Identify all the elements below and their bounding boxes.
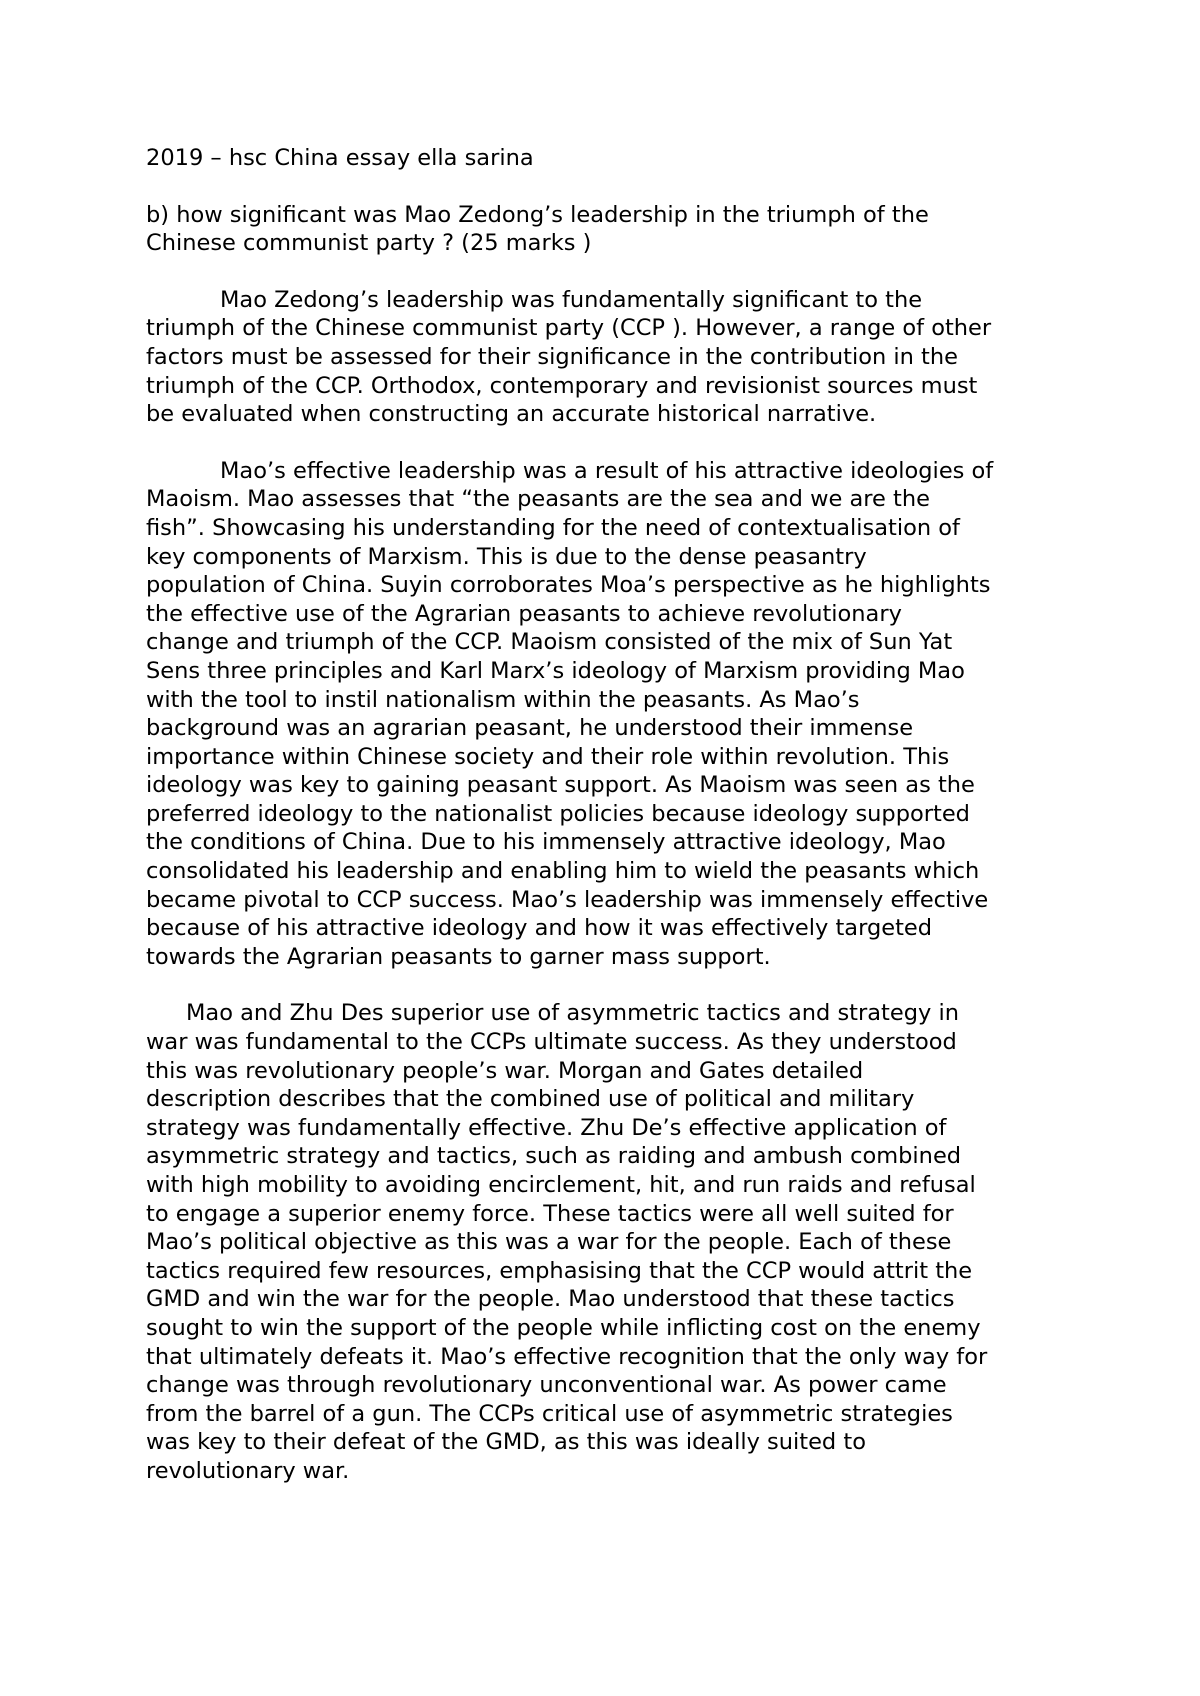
paragraph-line: revolutionary war. <box>146 1457 350 1484</box>
paragraph-line: with the tool to instil nationalism within the peasants. As Mao’s <box>146 686 860 713</box>
paragraph-line: Mao’s effective leadership was a result of his attractive ideologies of <box>220 457 994 484</box>
paragraph-line: Maoism. Mao assesses that “the peasants are the sea and we are the <box>146 486 930 513</box>
paragraph-line: preferred ideology to the nationalist policies because ideology supported <box>146 800 970 827</box>
paragraph-line: Mao and Zhu Des superior use of asymmetric tactics and strategy in <box>186 1000 959 1027</box>
paragraph-line: became pivotal to CCP success. Mao’s leadership was immensely effective <box>146 886 989 913</box>
paragraph-line: importance within Chinese society and their role within revolution. This <box>146 743 950 770</box>
paragraph-line: the conditions of China. Due to his immensely attractive ideology, Mao <box>146 829 946 856</box>
question-line: b) how significant was Mao Zedong’s leadership in the triumph of the <box>146 201 929 228</box>
paragraph-line: strategy was fundamentally effective. Zhu De’s effective application of <box>146 1114 947 1141</box>
paragraph-line: tactics required few resources, emphasising that the CCP would attrit the <box>146 1257 973 1284</box>
paragraph-line: consolidated his leadership and enabling him to wield the peasants which <box>146 858 980 885</box>
paragraph-line: change was through revolutionary unconventional war. As power came <box>146 1372 947 1399</box>
paragraph-line: was key to their defeat of the GMD, as this was ideally suited to <box>146 1429 866 1456</box>
paragraph-line: war was fundamental to the CCPs ultimate success. As they understood <box>146 1029 957 1056</box>
document-body <box>146 144 1076 1514</box>
paragraph-ideology <box>146 457 1076 972</box>
paragraph-line: to engage a superior enemy force. These tactics were all well suited for <box>146 1200 954 1227</box>
paragraph-line: from the barrel of a gun. The CCPs critical use of asymmetric strategies <box>146 1400 953 1427</box>
paragraph-line: change and triumph of the CCP. Maoism consisted of the mix of Sun Yat <box>146 629 953 656</box>
paragraph-line: this was revolutionary people’s war. Morgan and Gates detailed <box>146 1057 864 1084</box>
paragraph-line: sought to win the support of the people while inflicting cost on the enemy <box>146 1314 981 1341</box>
paragraph-line: Mao Zedong’s leadership was fundamentally significant to the <box>220 286 923 313</box>
paragraph-line: factors must be assessed for their significance in the contribution in the <box>146 343 958 370</box>
paragraph-line: fish”. Showcasing his understanding for the need of contextualisation of <box>146 514 960 541</box>
paragraph-line: triumph of the Chinese communist party (CCP ). However, a range of other <box>146 315 992 342</box>
paragraph-introduction <box>146 286 1076 429</box>
paragraph-line: Sens three principles and Karl Marx’s ideology of Marxism providing Mao <box>146 657 965 684</box>
paragraph-line: towards the Agrarian peasants to garner mass support. <box>146 943 771 970</box>
paragraph-line: description describes that the combined use of political and military <box>146 1086 915 1113</box>
essay-question <box>146 201 1076 258</box>
paragraph-line: triumph of the CCP. Orthodox, contemporary and revisionist sources must <box>146 372 978 399</box>
paragraph-line: key components of Marxism. This is due to the dense peasantry <box>146 543 867 570</box>
document-title: 2019 – hsc China essay ella sarina <box>146 145 534 171</box>
paragraph-line: background was an agrarian peasant, he understood their immense <box>146 715 914 742</box>
paragraph-line: Mao’s political objective as this was a war for the people. Each of these <box>146 1229 952 1256</box>
paragraph-line: with high mobility to avoiding encirclement, hit, and run raids and refusal <box>146 1172 976 1198</box>
paragraph-line: GMD and win the war for the people. Mao understood that these tactics <box>146 1286 955 1313</box>
paragraph-line: be evaluated when constructing an accurate historical narrative. <box>146 401 877 428</box>
paragraph-tactics <box>146 999 1076 1485</box>
paragraph-line: ideology was key to gaining peasant support. As Maoism was seen as the <box>146 772 975 799</box>
paragraph-line: because of his attractive ideology and how it was effectively targeted <box>146 915 933 942</box>
paragraph-line: that ultimately defeats it. Mao’s effective recognition that the only way for <box>146 1343 988 1370</box>
paragraph-line: asymmetric strategy and tactics, such as raiding and ambush combined <box>146 1143 962 1170</box>
paragraph-line: the effective use of the Agrarian peasants to achieve revolutionary <box>146 600 902 627</box>
paragraph-line: population of China. Suyin corroborates Moa’s perspective as he highlights <box>146 572 991 599</box>
question-line: Chinese communist party ? (25 marks ) <box>146 230 592 257</box>
